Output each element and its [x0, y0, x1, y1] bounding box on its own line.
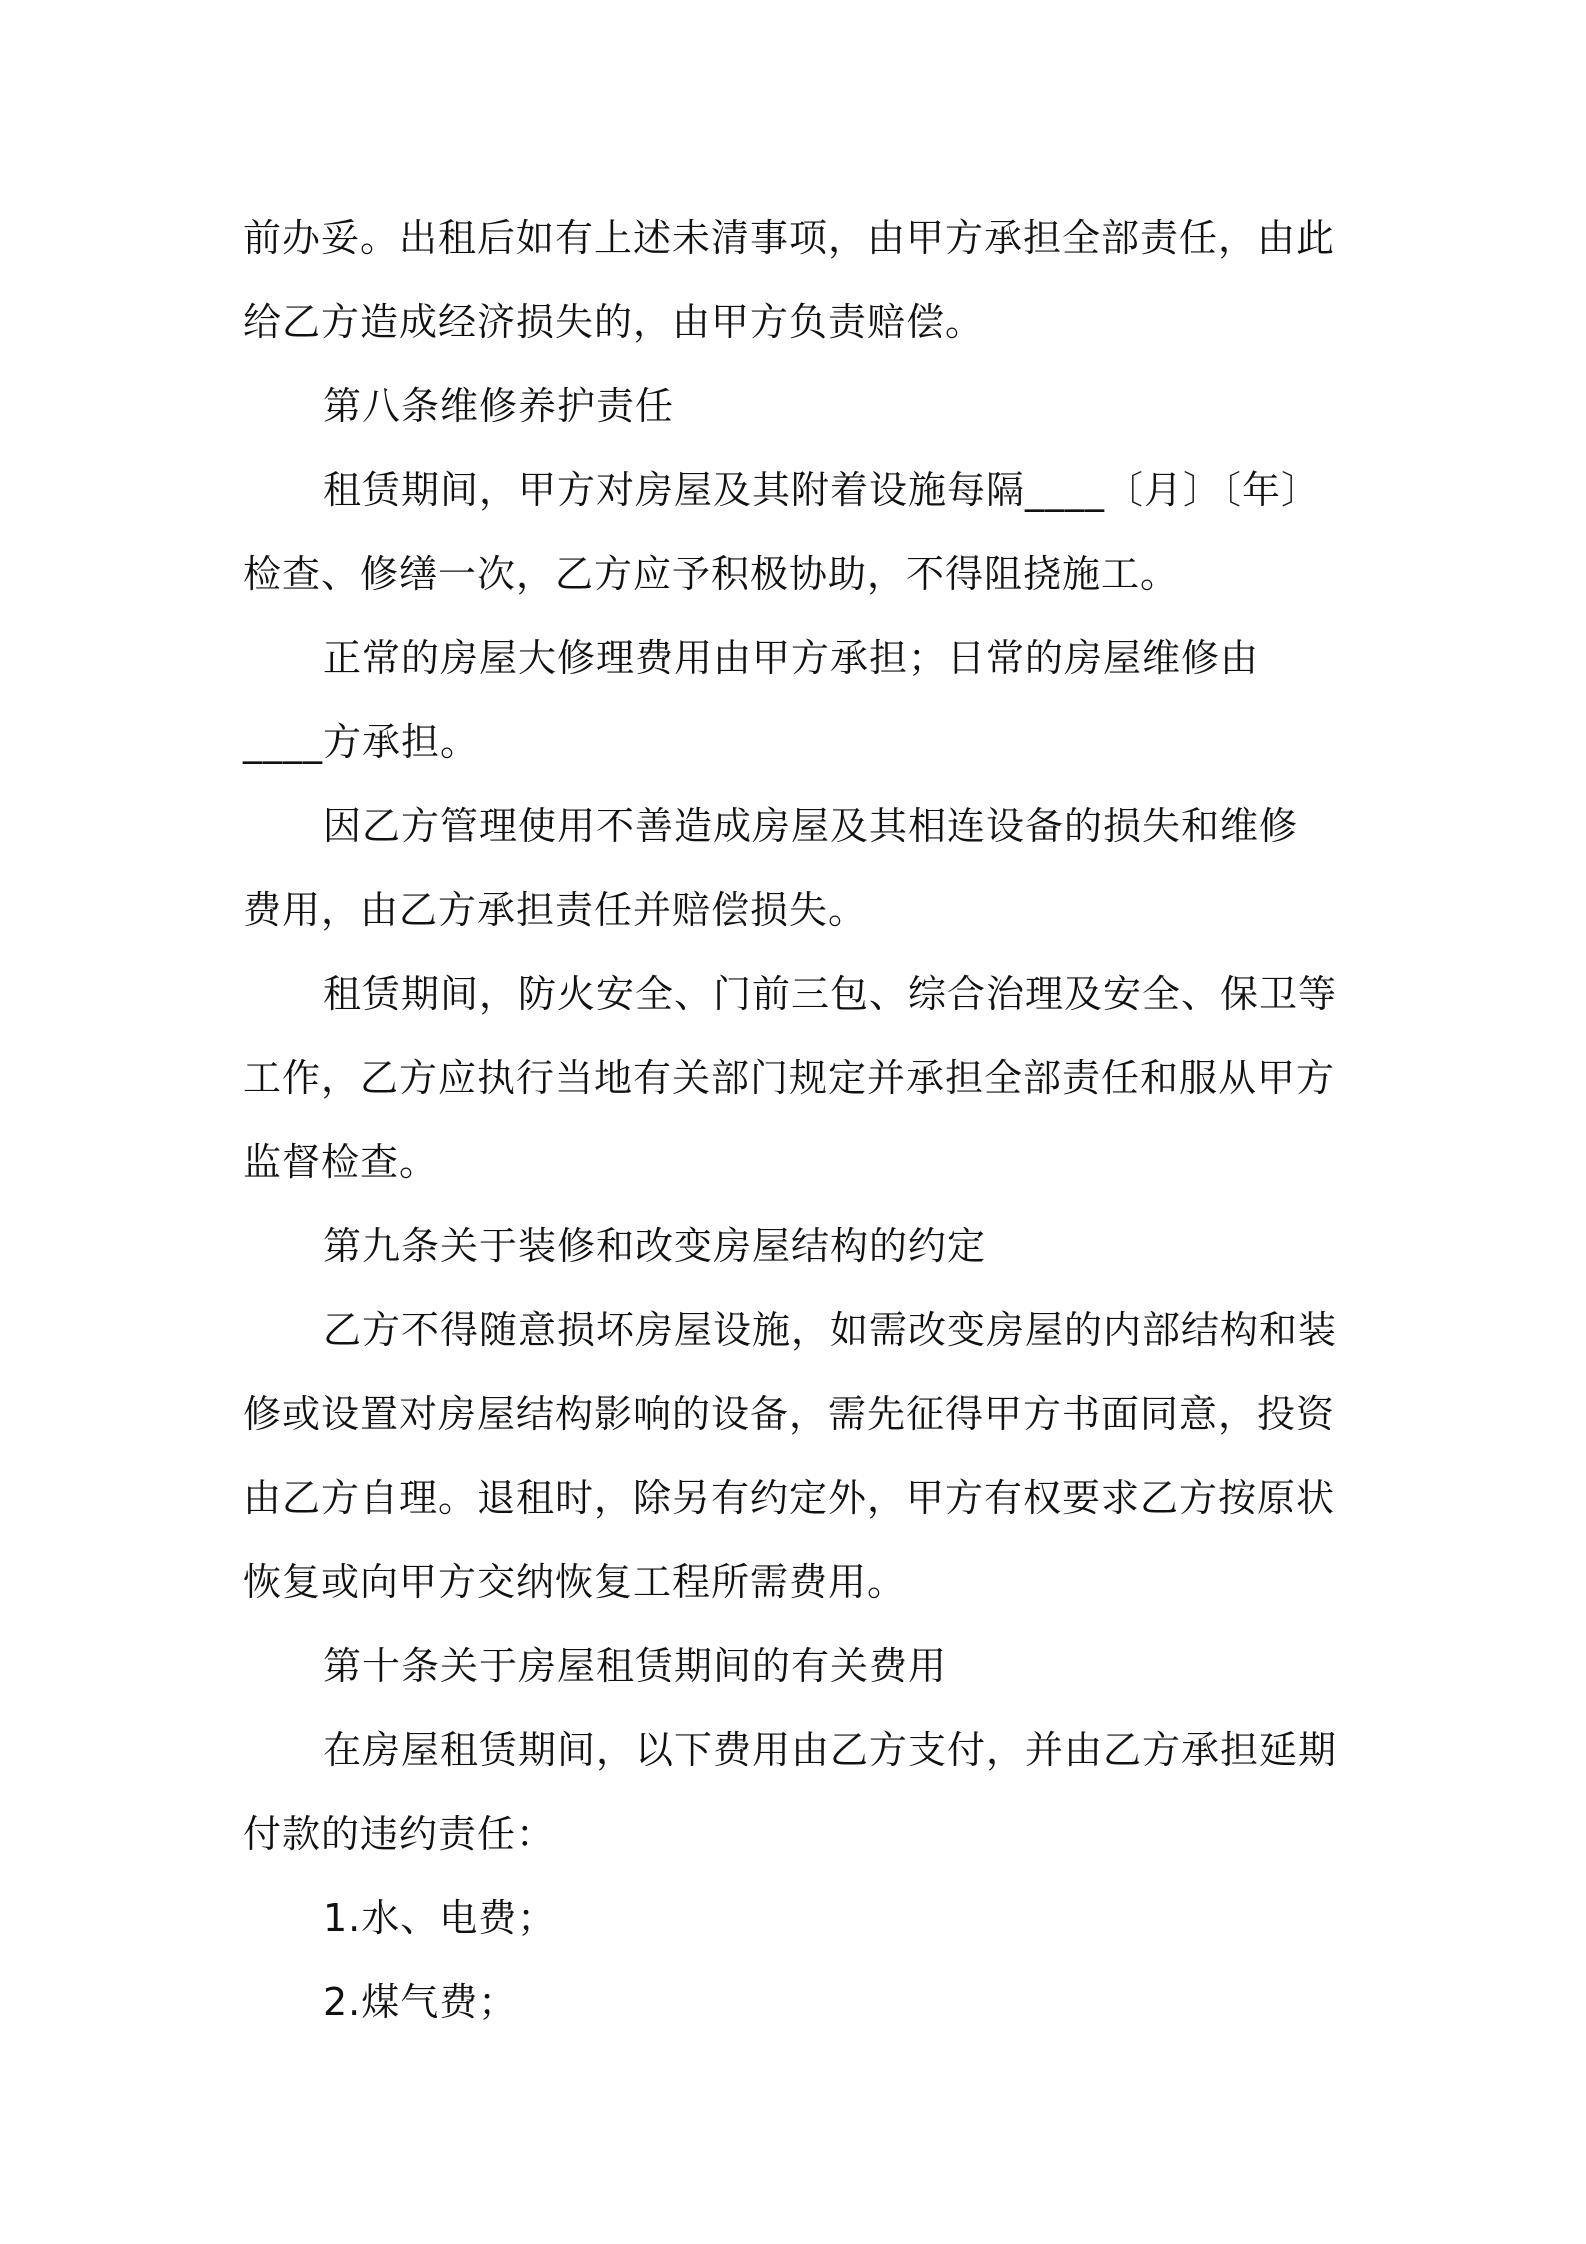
body-line: ____方承担。	[243, 720, 480, 764]
body-line: 检查、修缮一次，乙方应予积极协助，不得阻挠施工。	[243, 552, 1180, 596]
body-line: 在房屋租赁期间，以下费用由乙方支付，并由乙方承担延期	[323, 1728, 1338, 1772]
article-heading-8: 第八条维修养护责任	[323, 384, 675, 428]
document-body	[243, 196, 1363, 2044]
body-line: 工作，乙方应执行当地有关部门规定并承担全部责任和服从甲方	[243, 1056, 1336, 1100]
body-line: 正常的房屋大修理费用由甲方承担；日常的房屋维修由	[323, 636, 1260, 680]
article-heading-10: 第十条关于房屋租赁期间的有关费用	[323, 1644, 948, 1688]
body-line: 租赁期间，防火安全、门前三包、综合治理及安全、保卫等	[323, 972, 1338, 1016]
body-line: 费用，由乙方承担责任并赔偿损失。	[243, 888, 868, 932]
body-line: 付款的违约责任：	[243, 1812, 556, 1856]
body-line: 由乙方自理。退租时，除另有约定外，甲方有权要求乙方按原状	[243, 1476, 1336, 1520]
body-line: 监督检查。	[243, 1140, 439, 1184]
body-line: 恢复或向甲方交纳恢复工程所需费用。	[243, 1560, 907, 1604]
body-line: 给乙方造成经济损失的，由甲方负责赔偿。	[243, 300, 985, 344]
body-line: 租赁期间，甲方对房屋及其附着设施每隔____〔月〕〔年〕	[323, 468, 1321, 512]
body-line: 前办妥。出租后如有上述未清事项，由甲方承担全部责任，由此	[243, 216, 1336, 260]
body-line: 乙方不得随意损坏房屋设施，如需改变房屋的内部结构和装	[323, 1308, 1338, 1352]
list-item: 2.煤气费；	[323, 1980, 518, 2024]
list-item: 1.水、电费；	[323, 1896, 557, 1940]
body-line: 因乙方管理使用不善造成房屋及其相连设备的损失和维修	[323, 804, 1299, 848]
article-heading-9: 第九条关于装修和改变房屋结构的约定	[323, 1224, 987, 1268]
body-line: 修或设置对房屋结构影响的设备，需先征得甲方书面同意，投资	[243, 1392, 1336, 1436]
